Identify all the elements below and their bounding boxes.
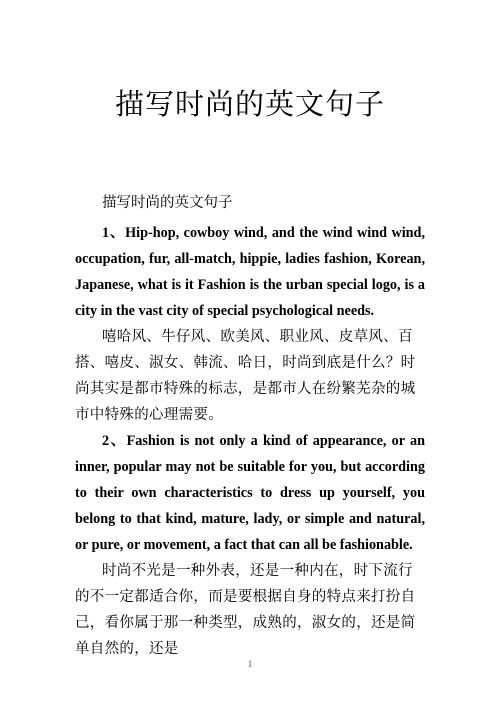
page-number: 1 <box>247 659 253 669</box>
paragraph-english-1: 1、Hip-hop, cowboy wind, and the wind wind wind, occupation, fur, all-match, hippie, ladies fashion, Korean, Japanese, what is it Fashion is the urban special logo, is a city in the vast city of special psychological needs. <box>75 225 425 319</box>
paragraph-chinese-1: 嘻哈风、牛仔风、欧美风、职业风、皮草风、百搭、嘻皮、淑女、韩流、哈日，时尚到底是什么？时尚其实是都市特殊的标志，是都市人在纷繁芜杂的城市中特殊的心理需要。 <box>75 329 416 423</box>
document-title: 描写时尚的英文句子 <box>114 87 385 121</box>
paragraph-english-2: 2、Fashion is not only a kind of appearance, or an inner, popular may not be suitable for you, but according to their own characteristics to dress up yourself, you belong to that kind, mature, lady, or simple and natural, or pure, or movement, a fact that can all be fashionable. <box>75 433 425 553</box>
document-body <box>75 190 425 662</box>
paragraph-chinese-2: 时尚不光是一种外表，还是一种内在，时下流行的不一定都适合你，而是要根据自身的特点来打扮自己，看你属于那一种类型，成熟的，淑女的，还是简单自然的，还是 <box>75 563 416 657</box>
document-subtitle: 描写时尚的英文句子 <box>102 195 233 211</box>
